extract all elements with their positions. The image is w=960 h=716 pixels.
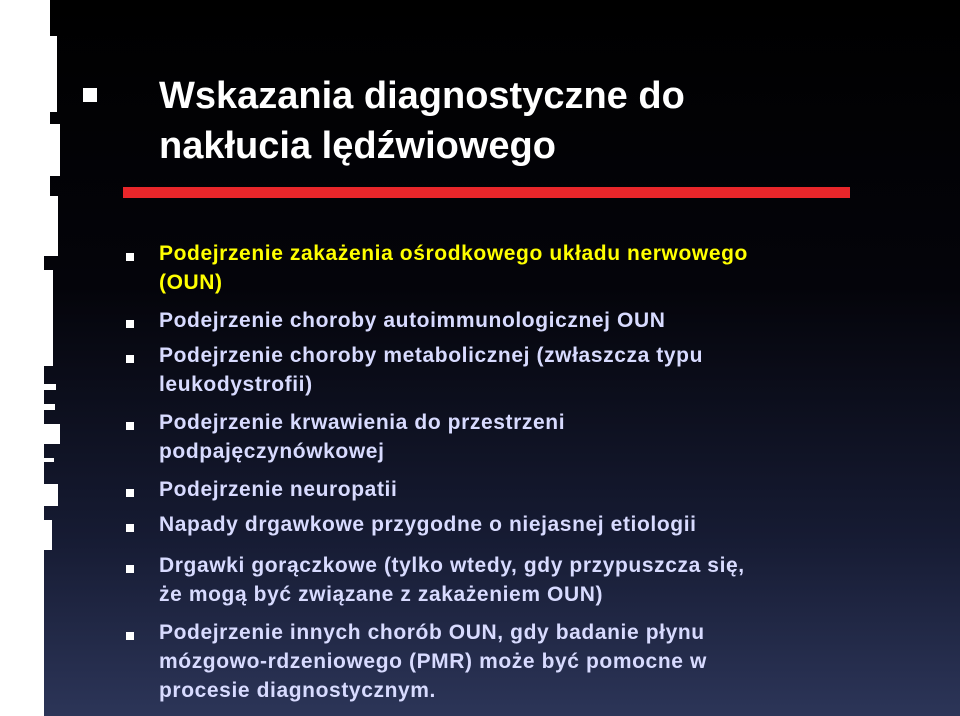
list-item-6: Napady drgawkowe przygodne o niejasnej etiologii — [159, 513, 697, 536]
decorative-stripe — [44, 458, 54, 462]
decorative-stripe — [44, 384, 56, 390]
list-item-2: Podejrzenie choroby autoimmunologicznej OUN — [159, 309, 666, 332]
list-item-8: Podejrzenie innych chorób OUN, gdy badanie płynu mózgowo-rdzeniowego (PMR) może być pomocne w procesie diagnostycznym. — [159, 621, 707, 702]
title-line-1: Wskazania diagnostyczne do — [159, 75, 685, 117]
list-item-3: Podejrzenie choroby metabolicznej (zwłaszcza typu leukodystrofii) — [159, 344, 704, 396]
decorative-stripe — [44, 404, 55, 410]
decorative-bars — [16, 36, 18, 114]
list-item-7: Drgawki gorączkowe (tylko wtedy, gdy przypuszcza się, że mogą być związane z zakażeniem OUN) — [159, 554, 745, 606]
decorative-stripe — [44, 196, 58, 256]
decorative-stripe — [44, 520, 52, 550]
title-line-2: nakłucia lędźwiowego — [159, 125, 556, 167]
list-item-4: Podejrzenie krwawienia do przestrzeni podpajęczynówkowej — [159, 411, 566, 463]
bullet-marker — [126, 355, 134, 363]
list-item-1: Podejrzenie zakażenia ośrodkowego układu nerwowego (OUN) — [159, 242, 748, 294]
decorative-stripe — [44, 270, 53, 366]
bullet-marker — [126, 565, 134, 573]
decorative-stripe — [44, 484, 58, 506]
slide-title — [159, 71, 899, 171]
bullet-marker — [126, 524, 134, 532]
bullet-marker — [126, 320, 134, 328]
title-bullet — [83, 88, 97, 102]
title-underline-bar — [123, 187, 850, 198]
decorative-stripe — [44, 124, 60, 176]
bullet-marker — [126, 253, 134, 261]
decorative-stripe — [44, 424, 60, 444]
bullet-marker — [126, 422, 134, 430]
bullet-marker — [126, 632, 134, 640]
list-item-5: Podejrzenie neuropatii — [159, 478, 398, 501]
decorative-stripe — [44, 36, 57, 112]
bullet-marker — [126, 489, 134, 497]
